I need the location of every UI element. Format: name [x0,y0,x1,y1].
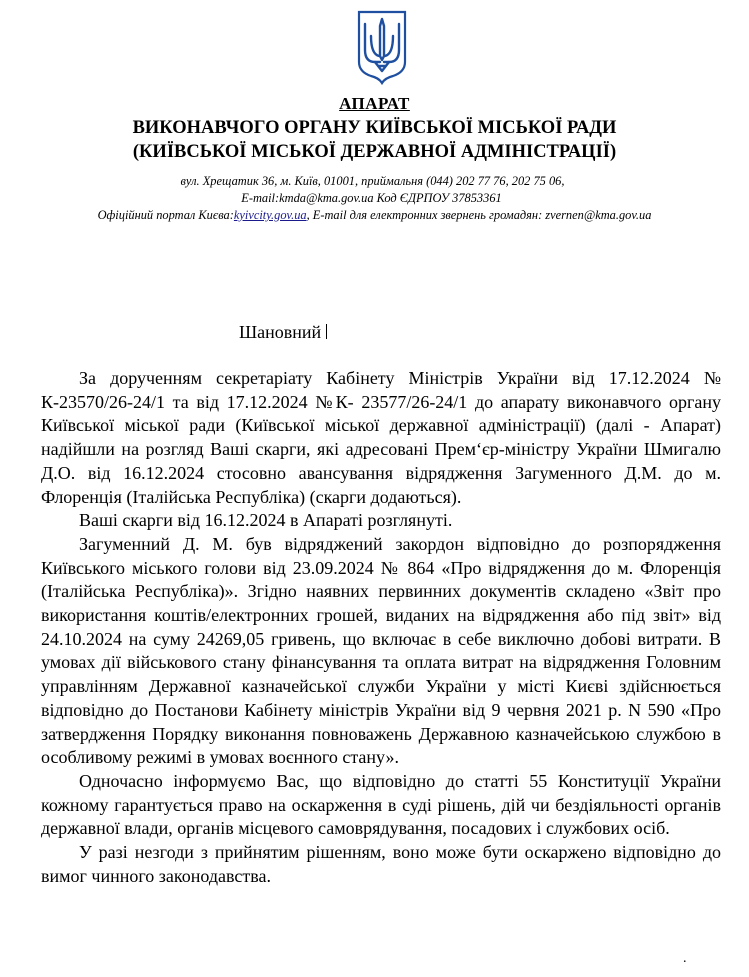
body-paragraph-4: Одночасно інформуємо Вас, що відповідно до статті 55 Конституції України кожному гарантується право на оскарження в суді рішень, дій чи бездіяльності органів державної влади, органів місцевого самоврядування, посадових і службових осіб. [41,770,721,839]
header-title-line2: ВИКОНАВЧОГО ОРГАНУ КИЇВСЬКОЇ МІСЬКОЇ РАДИ [132,118,617,138]
salutation-text: Шановний [239,322,322,342]
trident-emblem-icon [357,10,407,85]
body-paragraph-1: За дорученням секретаріату Кабінету Міністрів України від 17.12.2024 № К-23570/26-24/1 та від 17.12.2024 №К- 23577/26-24/1 до апарату виконавчого органу Київської міської ради (Київської міської державної адміністрації) (далі - Апарат) надійшли на розгляд Ваші скарги, які адресовані Прем‘єр-міністру України Шмигалю Д.О. від 16.12.2024 стосовно авансування відрядження Загуменного Д.М. до м. Флоренція (Італійська Республіка) (скарги додаються). [41,368,721,507]
redaction-mark [326,324,327,339]
body-paragraph-2: Ваші скарги від 16.12.2024 в Апараті розглянуті. [79,510,453,531]
body-paragraph-5: У разі незгоди з прийнятим рішенням, воно може бути оскаржено відповідно до вимог чинного законодавства. [41,842,721,886]
salutation [239,322,327,343]
header-title-line3: (КИЇВСЬКОЇ МІСЬКОЇ ДЕРЖАВНОЇ АДМІНІСТРАЦІЇ) [132,142,617,162]
portal-prefix: Офіційний портал Києва: [97,208,234,222]
portal-link[interactable]: kyivcity.gov.ua [233,208,307,222]
header-title-line1: АПАРАТ [339,94,410,113]
footer-mark: . [683,951,687,966]
portal-line [0,208,749,223]
email-code-line: E-mail:kmda@kma.gov.ua Код ЄДРПОУ 37853361 [241,191,502,205]
portal-suffix: , E-mail для електронних звернень громадян: zvernen@kma.gov.ua [306,208,652,222]
letter-body [41,367,721,888]
body-paragraph-3: Загуменний Д. М. був відряджений закордон відповідно до розпорядження Київського міського голови від 23.09.2024 № 864 «Про відрядження до м. Флоренція (Італійська Республіка)». Згідно наявних первинних документів складено «Звіт про використання коштів/електронних грошей, виданих на відрядження або під звіт» від 24.10.2024 на суму 24269,05 гривень, що включає в себе виключно добові витрати. В умовах дії військового стану фінансування та оплата витрат на відрядження Головним управлінням Державної казначейської служби України у місті Києві здійснюється відповідно до Постанови Кабінету міністрів України від 9 червня 2021 р. N 590 «Про затвердження Порядку виконання повноважень Державною казначейською службою в особливому режимі в умовах воєнного стану». [41,533,721,768]
address-line: вул. Хрещатик 36, м. Київ, 01001, приймальня (044) 202 77 76, 202 75 06, [180,174,565,188]
